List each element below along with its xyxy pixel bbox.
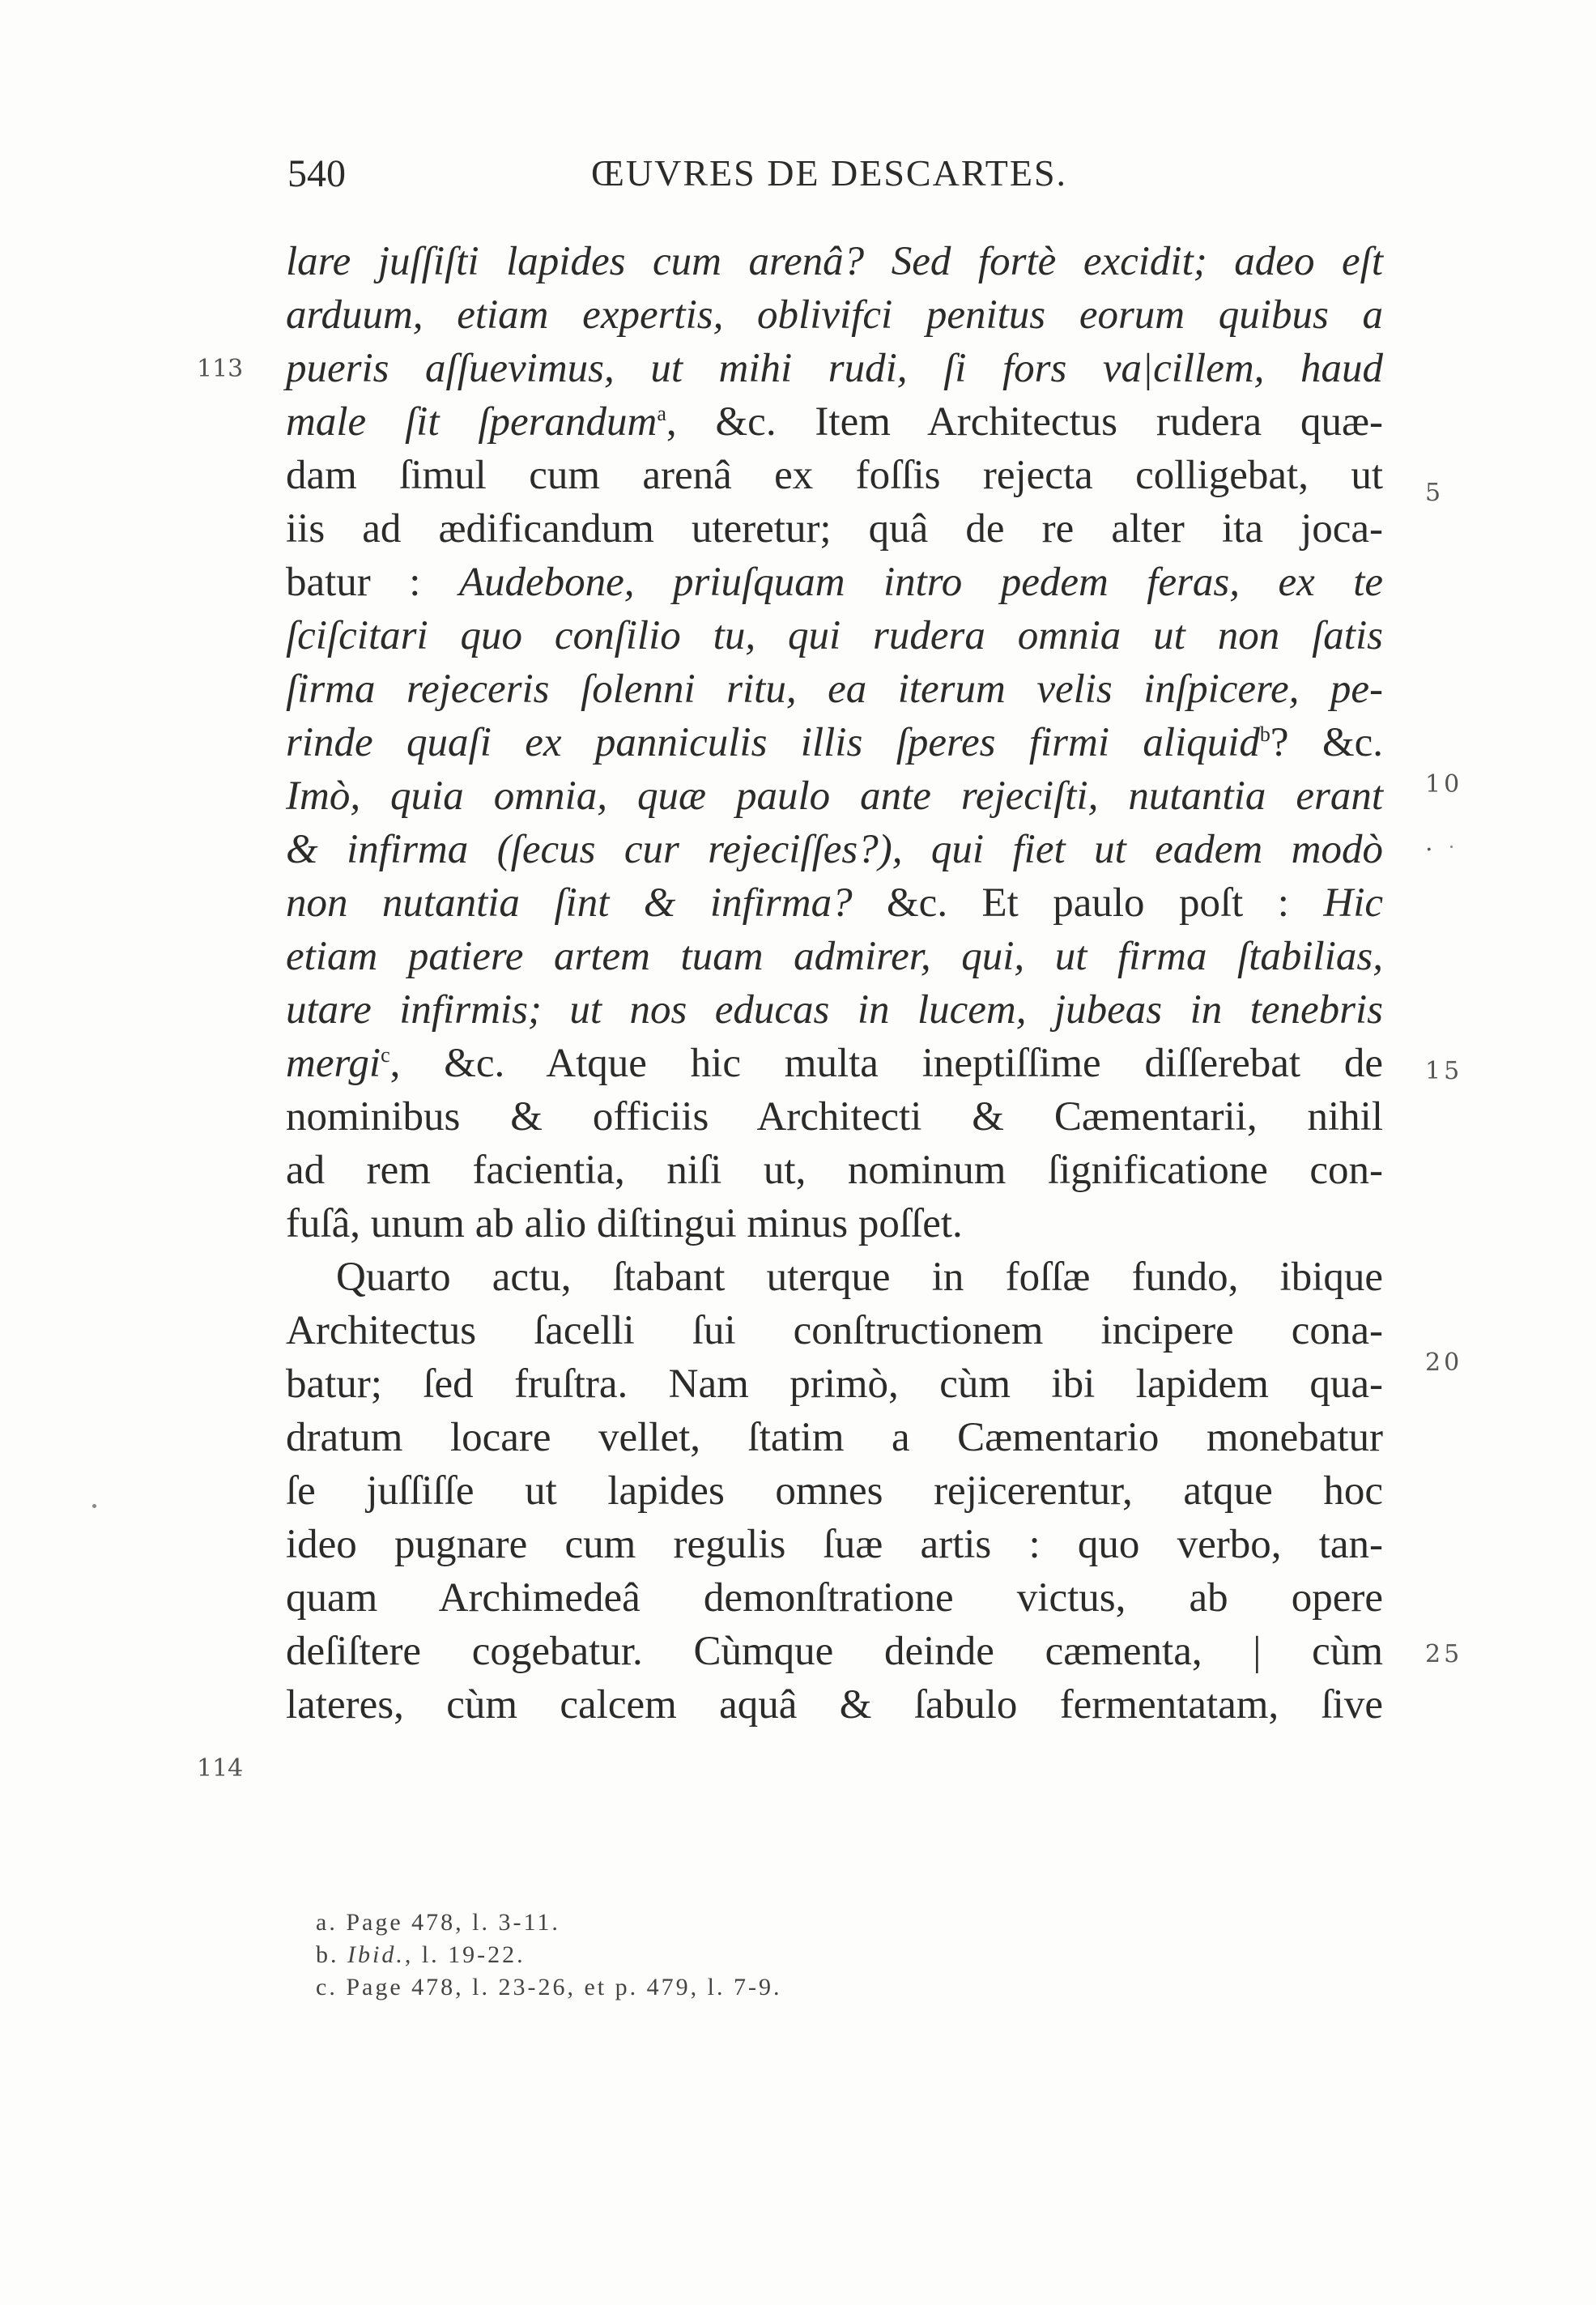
margin-page-ref: 113	[197, 355, 244, 383]
text-line: & infirma (ſecus cur rejeciſſes?), qui fiet ut eadem modò	[286, 827, 1383, 872]
footnote-ref: c	[381, 1043, 390, 1067]
text-line: ſe juſſiſſe ut lapides omnes rejicerentur, atque hoc	[286, 1468, 1383, 1514]
footnote: b. Ibid., l. 19-22.	[316, 1941, 526, 1968]
text-line: nominibus & officiis Architecti & Cæmentarii, nihil	[286, 1094, 1383, 1140]
text-line: lateres, cùm calcem aquâ & ſabulo fermentatam, ſive	[286, 1682, 1383, 1728]
text-line: non nutantia ſint & infirma? &c. Et paulo poſt : Hic	[286, 880, 1383, 926]
footnote: a. Page 478, l. 3-11.	[316, 1909, 560, 1936]
text-line: batur; ſed fruſtra. Nam primò, cùm ibi lapidem qua-	[286, 1361, 1383, 1407]
line-number: 10	[1425, 770, 1463, 799]
text-line: ſirma rejeceris ſolenni ritu, ea iterum velis inſpicere, pe-	[286, 667, 1383, 712]
text-line: lare juſſiſti lapides cum arenâ? Sed fortè excidit; adeo eſt	[286, 239, 1383, 284]
footnotes	[316, 1907, 781, 2004]
footnote-ref: a	[657, 402, 666, 425]
scan-speck	[1450, 846, 1453, 848]
footnote: c. Page 478, l. 23-26, et p. 479, l. 7-9.	[316, 1974, 782, 2000]
page-number: 540	[287, 152, 346, 195]
text-line: arduum, etiam expertis, oblivifci penitus eorum quibus a	[286, 292, 1383, 338]
text-line: iis ad ædificandum uteretur; quâ de re alter ita joca-	[286, 506, 1383, 552]
text-line: Architectus ſacelli ſui conſtructionem incipere cona-	[286, 1308, 1383, 1353]
line-number: 25	[1425, 1640, 1463, 1668]
running-head: ŒUVRES DE DESCARTES.	[591, 152, 1068, 194]
text-line: Quarto actu, ſtabant uterque in foſſæ fundo, ibique	[336, 1255, 1383, 1300]
line-number: .	[1425, 829, 1436, 857]
margin-page-ref: 114	[197, 1754, 244, 1783]
text-line: utare infirmis; ut nos educas in lucem, jubeas in tenebris	[286, 987, 1383, 1033]
text-line: male ſit ſperandum$^a$, &c. Item Architectus rudera quæ-	[286, 399, 1383, 445]
text-line: ad rem facientia, niſi ut, nominum ſignificatione con-	[286, 1148, 1383, 1193]
footnote-ref: b	[1259, 722, 1270, 746]
line-number: 15	[1425, 1057, 1463, 1085]
text-line: mergi$^c$, &c. Atque hic multa ineptiſſime diſſerebat de	[286, 1041, 1383, 1086]
line-number: 5	[1425, 479, 1445, 507]
text-line: quam Archimedeâ demonſtratione victus, ab opere	[286, 1575, 1383, 1621]
text-line: dratum locare vellet, ſtatim a Cæmentario monebatur	[286, 1415, 1383, 1460]
text-line: Imò, quia omnia, quæ paulo ante rejeciſti, nutantia erant	[286, 773, 1383, 819]
text-line: ideo pugnare cum regulis ſuæ artis : quo verbo, tan-	[286, 1522, 1383, 1567]
text-line: pueris aſſuevimus, ut mihi rudi, ſi fors va|cillem, haud	[286, 346, 1383, 391]
line-number: 20	[1425, 1348, 1463, 1377]
text-line: deſiſtere cogebatur. Cùmque deinde cæmenta, | cùm	[286, 1629, 1383, 1674]
text-line: rinde quaſi ex panniculis illis ſperes firmi aliquid$^b$? &c.	[286, 720, 1383, 765]
text-line: fuſâ, unum ab alio diſtingui minus poſſet.	[286, 1201, 963, 1246]
text-line: etiam patiere artem tuam admirer, qui, ut firma ſtabilias,	[286, 934, 1383, 979]
scan-speck	[92, 1504, 96, 1508]
text-line: ſciſcitari quo conſilio tu, qui rudera omnia ut non ſatis	[286, 613, 1383, 658]
text-line: dam ſimul cum arenâ ex foſſis rejecta colligebat, ut	[286, 453, 1383, 498]
text-line: batur : Audebone, priuſquam intro pedem feras, ex te	[286, 560, 1383, 605]
